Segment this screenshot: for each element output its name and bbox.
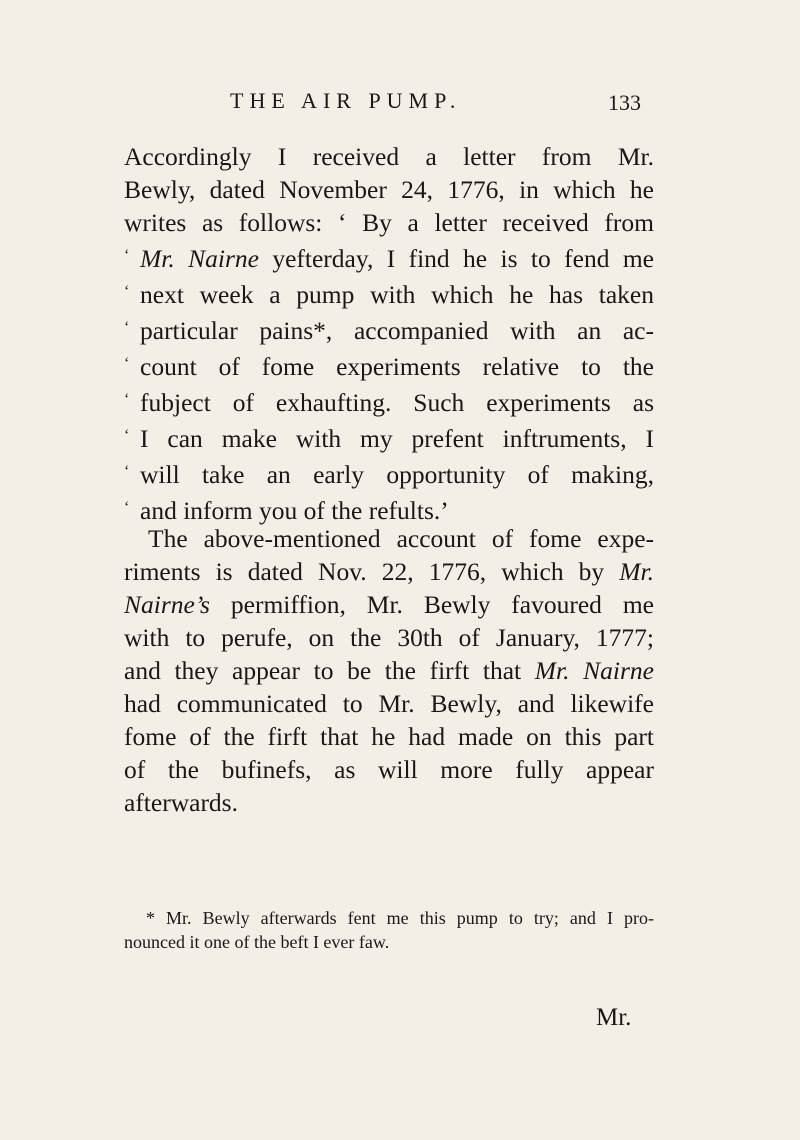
paragraph-1	[124, 140, 654, 527]
text-run: fubject of exhaufting. Such experiments as	[140, 388, 654, 417]
text-line	[124, 383, 654, 419]
text-line	[124, 275, 654, 311]
catchword: Mr.	[596, 1004, 632, 1031]
italic-name: Mr. Nairne	[140, 244, 259, 273]
page-number: 133	[608, 90, 641, 115]
quote-mark: ‘	[124, 463, 130, 480]
text-line	[124, 588, 654, 621]
text-line: of the bufinefs, as will more fully appear	[124, 755, 654, 784]
running-head: THE AIR PUMP.	[230, 88, 462, 113]
text-line: had communicated to Mr. Bewly, and likewife	[124, 689, 654, 718]
text-run: permiffion, Mr. Bewly favoured me	[230, 590, 654, 619]
quote-mark: ‘	[124, 247, 130, 264]
text-line	[124, 555, 654, 588]
quote-mark: ‘	[124, 391, 130, 408]
quote-mark: ‘	[124, 355, 130, 372]
text-run: will take an early opportunity of making,	[140, 460, 654, 489]
text-line: afterwards.	[124, 788, 238, 817]
text-line: Bewly, dated November 24, 1776, in which he	[124, 175, 654, 204]
text-line	[124, 419, 654, 455]
text-run: next week a pump with which he has taken	[140, 280, 654, 309]
text-line	[124, 311, 654, 347]
text-line: with to perufe, on the 30th of January, 1777;	[124, 623, 654, 652]
text-line: writes as follows: ‘ By a letter received from	[124, 208, 654, 237]
text-line	[124, 239, 654, 275]
quote-mark: ‘	[124, 499, 130, 516]
footnote-line: * Mr. Bewly afterwards fent me this pump to try; and I pro-	[146, 908, 654, 928]
text-line	[124, 654, 654, 687]
quote-mark: ‘	[124, 283, 130, 300]
italic-name: Mr.	[619, 557, 654, 586]
text-run: particular pains*, accompanied with an ac-	[140, 316, 654, 345]
footnote	[124, 906, 654, 954]
text-line	[124, 347, 654, 383]
text-line: Accordingly I received a letter from Mr.	[124, 142, 654, 171]
text-line: fome of the firft that he had made on this part	[124, 722, 654, 751]
paragraph-2	[124, 522, 654, 819]
quote-mark: ‘	[124, 319, 130, 336]
text-run: count of fome experiments relative to the	[140, 352, 654, 381]
text-run: riments is dated Nov. 22, 1776, which by	[124, 557, 605, 586]
footnote-line: nounced it one of the beft I ever faw.	[124, 932, 390, 952]
text-run: yefterday, I find he is to fend me	[258, 244, 654, 273]
text-line: The above-mentioned account of fome expe-	[148, 524, 654, 553]
italic-name: Mr. Nairne	[534, 656, 654, 685]
text-run: and they appear to be the firft that	[124, 656, 522, 685]
quote-mark: ‘	[124, 427, 130, 444]
text-run: and inform you of the refults.’	[140, 496, 449, 525]
text-line	[124, 455, 654, 491]
italic-name: Nairne’s	[124, 590, 210, 619]
text-run: I can make with my prefent inftruments, I	[140, 424, 654, 453]
